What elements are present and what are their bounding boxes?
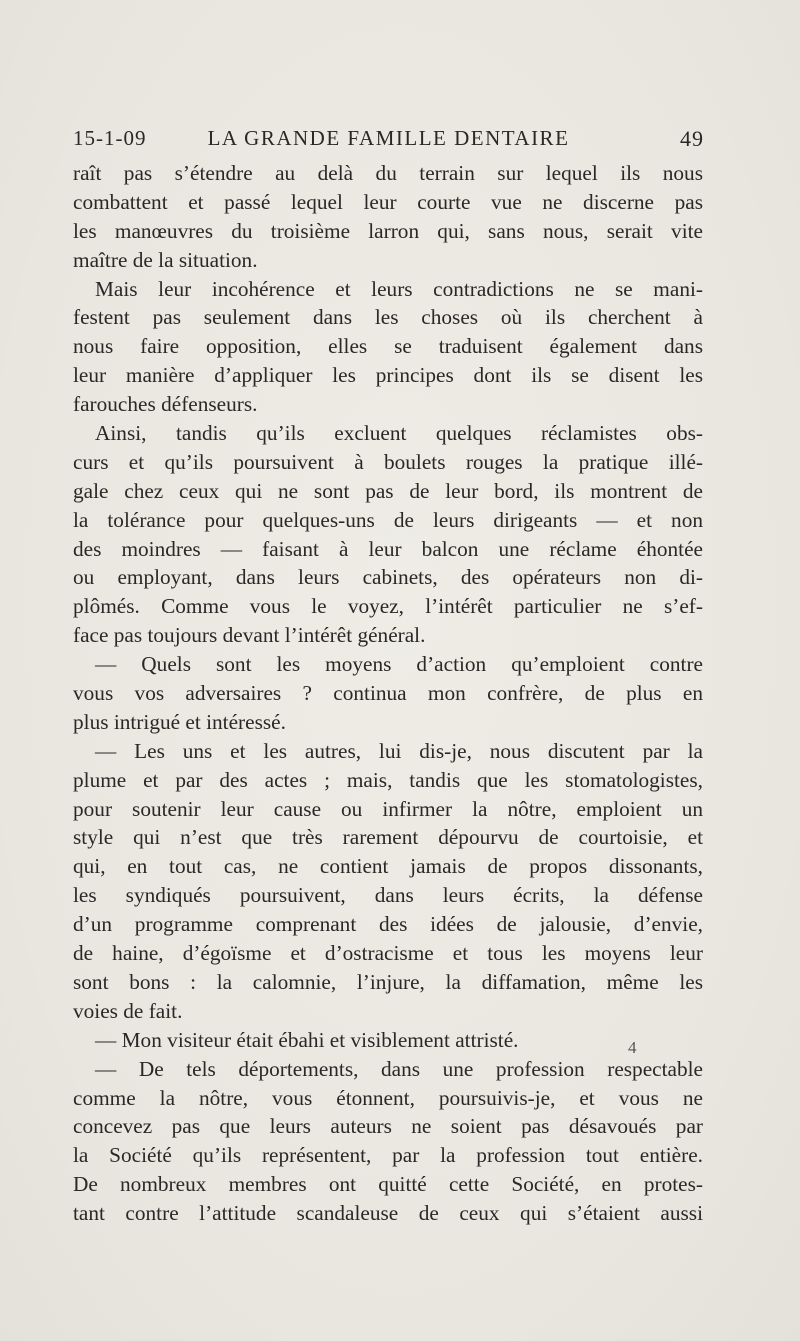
text-line: combattent et passé lequel leur courte vue ne discerne pas [73, 189, 703, 214]
text-line: comme la nôtre, vous étonnent, poursuivis-je, et vous ne [73, 1085, 703, 1110]
text-line: — De tels déportements, dans une profession respectable [95, 1056, 703, 1081]
text-line: la tolérance pour quelques-uns de leurs dirigeants — et non [73, 507, 703, 532]
text-line: tant contre l’attitude scandaleuse de ceux qui s’étaient aussi [73, 1201, 703, 1226]
text-line: d’un programme comprenant des idées de jalousie, d’envie, [73, 912, 703, 937]
text-line: sont bons : la calomnie, l’injure, la diffamation, même les [73, 969, 703, 994]
text-line: curs et qu’ils poursuivent à boulets rouges la pratique illé- [73, 449, 703, 474]
issue-date: 15-1-09 [73, 126, 147, 150]
text-line: plus intrigué et intéressé. [73, 709, 286, 734]
text-line: plômés. Comme vous le voyez, l’intérêt particulier ne s’ef- [73, 594, 703, 619]
text-line: — Les uns et les autres, lui dis-je, nous discutent par la [95, 738, 703, 763]
text-line: maître de la situation. [73, 247, 258, 272]
text-line: — Quels sont les moyens d’action qu’emploient contre [95, 652, 703, 677]
body-text [73, 159, 703, 1228]
signature-mark: 4 [628, 1038, 637, 1057]
text-line: pour soutenir leur cause ou infirmer la nôtre, emploient un [73, 796, 703, 821]
text-line: Mais leur incohérence et leurs contradictions ne se mani- [95, 276, 703, 301]
text-line: raît pas s’étendre au delà du terrain sur lequel ils nous [73, 161, 703, 185]
text-line: de haine, d’égoïsme et d’ostracisme et tous les moyens leur [73, 941, 703, 966]
text-line: ou employant, dans leurs cabinets, des opérateurs non di- [73, 565, 703, 590]
text-line: face pas toujours devant l’intérêt général. [73, 623, 426, 648]
text-line: la Société qu’ils représentent, par la profession tout entière. [73, 1143, 703, 1168]
text-line: les syndiqués poursuivent, dans leurs écrits, la défense [73, 883, 703, 908]
text-line: les manœuvres du troisième larron qui, sans nous, serait vite [73, 218, 703, 243]
text-line: Ainsi, tandis qu’ils excluent quelques réclamistes obs- [95, 421, 703, 446]
text-line: nous faire opposition, elles se traduisent également dans [73, 334, 703, 359]
page-number: 49 [680, 126, 704, 151]
journal-title: LA GRANDE FAMILLE DENTAIRE [207, 126, 570, 150]
text-line: plume et par des actes ; mais, tandis que les stomatologistes, [73, 767, 703, 792]
text-line: leur manière d’appliquer les principes dont ils se disent les [73, 363, 703, 388]
text-line: festent pas seulement dans les choses où ils cherchent à [73, 305, 703, 330]
text-line: vous vos adversaires ? continua mon confrère, de plus en [73, 681, 703, 706]
text-line: voies de fait. [73, 998, 183, 1023]
text-line: De nombreux membres ont quitté cette Société, en protes- [73, 1172, 703, 1197]
running-head [73, 126, 704, 154]
text-line: concevez pas que leurs auteurs ne soient pas désavoués par [73, 1114, 703, 1139]
text-line: des moindres — faisant à leur balcon une réclame éhontée [73, 536, 703, 561]
text-line: qui, en tout cas, ne contient jamais de propos dissonants, [73, 854, 703, 879]
text-line: — Mon visiteur était ébahi et visiblement attristé. [95, 1027, 519, 1052]
text-line: style qui n’est que très rarement dépourvu de courtoisie, et [73, 825, 703, 850]
text-line: farouches défenseurs. [73, 392, 258, 417]
text-line: gale chez ceux qui ne sont pas de leur bord, ils montrent de [73, 478, 703, 503]
